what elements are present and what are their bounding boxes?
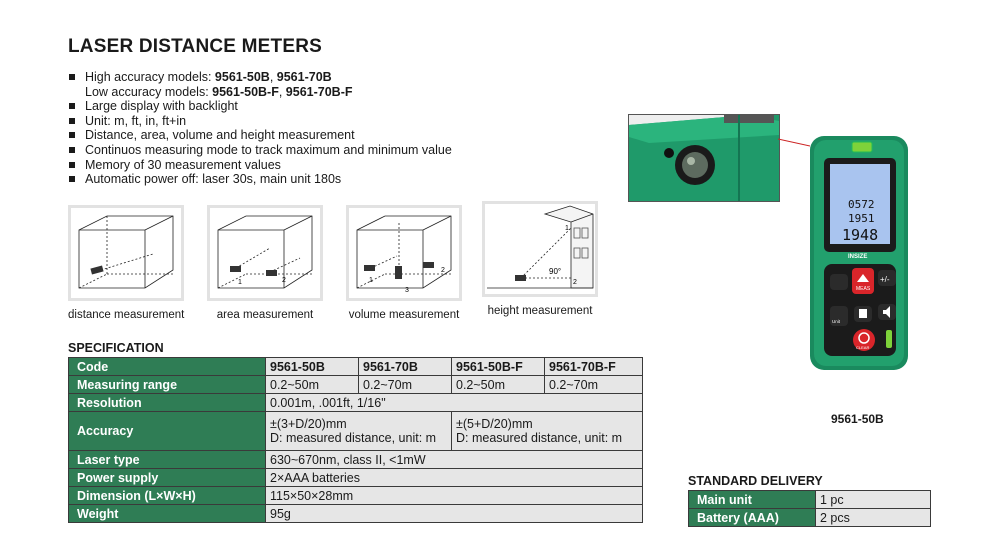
clear-button-label: CLEAR [856, 345, 870, 350]
distance-measurement-illustration [71, 208, 181, 298]
table-row [69, 451, 643, 469]
table-cell: 1 pc [816, 491, 931, 509]
feature-item: Memory of 30 measurement values [68, 158, 452, 173]
plus-minus-label: +/- [880, 275, 890, 284]
row-label: Accuracy [69, 412, 266, 451]
bullet-square-icon [69, 176, 75, 182]
area-diagram [207, 205, 323, 321]
marker-label: 1 [238, 279, 242, 286]
table-cell: 0.2~50m [266, 376, 359, 394]
area-measurement-illustration [210, 208, 320, 298]
height-measurement-illustration [485, 204, 595, 294]
table-row [689, 509, 931, 527]
meas-button-label: MEAS [856, 286, 871, 292]
table-cell: 9561-70B-F [545, 358, 643, 376]
table-row [689, 491, 931, 509]
page-title: LASER DISTANCE METERS [68, 36, 323, 57]
feature-item: High accuracy models: 9561-50B, 9561-70B [68, 70, 452, 85]
table-cell: 95g [266, 505, 643, 523]
row-label: Laser type [69, 451, 266, 469]
table-row [69, 505, 643, 523]
row-label: Battery (AAA) [689, 509, 816, 527]
area-mode-button[interactable] [830, 274, 848, 290]
table-row [69, 358, 643, 376]
table-cell: 2 pcs [816, 509, 931, 527]
feature-item: Low accuracy models: 9561-50B-F, 9561-70B-F [85, 84, 353, 99]
standard-delivery-table [688, 490, 931, 527]
feature-item: Distance, area, volume and height measurement [68, 128, 452, 143]
table-cell: 630~670nm, class II, <1mW [266, 451, 643, 469]
feature-item: Continuos measuring mode to track maximum and minimum value [68, 143, 452, 158]
display-reading: 0572 [848, 198, 875, 211]
table-cell: 9561-50B [266, 358, 359, 376]
specification-table [68, 357, 643, 523]
table-row [69, 469, 643, 487]
brand-logo: INSIZE [848, 254, 868, 260]
volume-measurement-illustration [349, 208, 459, 298]
table-row [69, 394, 643, 412]
diagram-caption: area measurement [216, 309, 314, 321]
marker-label: 3 [405, 287, 409, 294]
diagram-caption: height measurement [487, 305, 593, 317]
device-illustration [806, 134, 912, 372]
row-label: Code [69, 358, 266, 376]
feature-list [68, 70, 452, 187]
bullet-square-icon [69, 103, 75, 109]
display-reading: 1951 [848, 212, 875, 225]
bullet-square-icon [69, 74, 75, 80]
display-reading: 1948 [842, 226, 879, 244]
feature-item: Automatic power off: laser 30s, main unit 180s [68, 172, 452, 187]
row-label: Main unit [689, 491, 816, 509]
bullet-square-icon [69, 132, 75, 138]
specification-heading: SPECIFICATION [68, 341, 164, 355]
bullet-square-icon [69, 147, 75, 153]
table-cell: 9561-70B [359, 358, 452, 376]
row-label: Resolution [69, 394, 266, 412]
marker-label: 2 [573, 279, 577, 286]
table-cell: 0.2~70m [359, 376, 452, 394]
bullet-square-icon [69, 118, 75, 124]
row-label: Measuring range [69, 376, 266, 394]
row-label: Weight [69, 505, 266, 523]
distance-diagram [68, 205, 184, 321]
device-lens-closeup [628, 114, 780, 202]
marker-label: 2 [282, 277, 286, 284]
table-cell: ±(3+D/20)mm D: measured distance, unit: m [266, 412, 452, 451]
volume-diagram [346, 205, 462, 321]
table-cell: 2×AAA batteries [266, 469, 643, 487]
marker-label: 2 [441, 267, 445, 274]
angle-label: 90° [549, 267, 562, 276]
table-cell: 0.2~70m [545, 376, 643, 394]
marker-label: 1 [369, 277, 373, 284]
table-row [69, 412, 643, 451]
diagram-caption: volume measurement [348, 309, 460, 321]
side-level-vial-icon [886, 330, 892, 348]
row-label: Power supply [69, 469, 266, 487]
table-row [69, 376, 643, 394]
level-vial-icon [852, 142, 872, 152]
marker-label: 1 [565, 225, 569, 232]
product-model-caption: 9561-50B [831, 412, 884, 426]
bullet-square-icon [69, 162, 75, 168]
feature-item: Large display with backlight [68, 99, 452, 114]
table-cell: 115×50×28mm [266, 487, 643, 505]
unit-button-label: Unit [832, 319, 841, 324]
laser-meter-product-image [806, 134, 912, 372]
feature-item: Unit: m, ft, in, ft+in [68, 114, 452, 129]
row-label: Dimension (L×W×H) [69, 487, 266, 505]
table-cell: 9561-50B-F [452, 358, 545, 376]
standard-delivery-heading: STANDARD DELIVERY [688, 474, 823, 488]
table-row [69, 487, 643, 505]
table-cell: 0.2~50m [452, 376, 545, 394]
diagram-caption: distance measurement [68, 309, 185, 321]
save-icon [859, 309, 867, 318]
height-diagram [482, 201, 598, 317]
table-cell: 0.001m, .001ft, 1/16" [266, 394, 643, 412]
lens-closeup-image [629, 115, 779, 201]
table-cell: ±(5+D/20)mm D: measured distance, unit: m [452, 412, 643, 451]
